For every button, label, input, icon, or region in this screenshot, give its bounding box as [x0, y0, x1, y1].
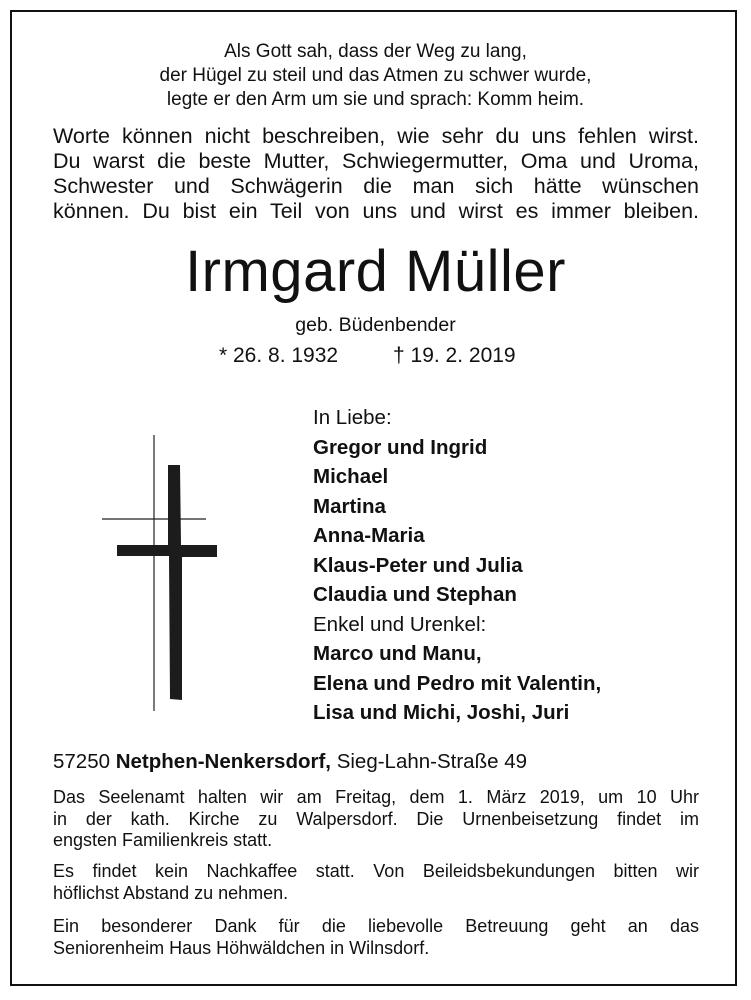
poem — [0, 40, 751, 112]
death-date: † 19. 2. 2019 — [393, 344, 516, 367]
notice-line: Seniorenheim Haus Höhwäldchen in Wilnsdorf. — [53, 937, 430, 958]
funeral-notice — [53, 787, 699, 852]
mourner-name: Martina — [313, 494, 386, 518]
mourner-name: Michael — [313, 465, 389, 488]
grandchildren-heading: Enkel und Urenkel: — [313, 612, 487, 636]
poem-line: der Hügel zu steil und das Atmen zu schwer wurde, — [159, 65, 592, 86]
mourners-list — [313, 403, 601, 728]
intro-text — [53, 124, 699, 224]
notice-line: in der kath. Kirche zu Walpersdorf. Die Urnenbeisetzung findet im — [53, 808, 699, 829]
birth-date: * 26. 8. 1932 — [219, 344, 339, 367]
poem-line: Als Gott sah, dass der Weg zu lang, — [224, 41, 527, 62]
mourners-heading: In Liebe: — [313, 406, 392, 429]
address-street: Sieg-Lahn-Straße 49 — [336, 750, 528, 773]
thanks-notice — [53, 916, 699, 959]
grandchild-name: Lisa und Michi, Joshi, Juri — [313, 701, 570, 724]
grandchild-name: Elena und Pedro mit Valentin, — [313, 671, 602, 695]
mourner-name: Klaus-Peter und Julia — [313, 553, 523, 577]
condolence-notice — [53, 861, 699, 904]
intro-line: Du warst die beste Mutter, Schwiegermutter, Oma und Uroma, — [53, 149, 699, 173]
cross-icon — [100, 435, 220, 715]
intro-line: können. Du bist ein Teil von uns und wirst es immer bleiben. — [53, 199, 699, 223]
mourner-name: Claudia und Stephan — [313, 583, 517, 606]
birth-name: geb. Büdenbender — [295, 314, 456, 336]
address — [53, 750, 527, 774]
poem-line: legte er den Arm um sie und sprach: Komm heim. — [166, 89, 585, 110]
notice-line: Ein besonderer Dank für die liebevolle Betreuung geht an das — [53, 916, 699, 936]
notice-line: Es findet kein Nachkaffee statt. Von Beileidsbekundungen bitten wir — [53, 861, 699, 881]
address-zip: 57250 — [53, 750, 111, 773]
mourner-name: Anna-Maria — [313, 524, 425, 547]
deceased-name: Irmgard Müller — [185, 239, 566, 304]
notice-line: Das Seelenamt halten wir am Freitag, dem 1. März 2019, um 10 Uhr — [53, 787, 699, 807]
mourner-name: Gregor und Ingrid — [313, 435, 488, 459]
grandchild-name: Marco und Manu, — [313, 642, 482, 665]
intro-line: Schwester und Schwägerin die man sich hätte wünschen — [53, 174, 699, 198]
notice-line: engsten Familienkreis statt. — [53, 830, 273, 850]
address-town: Netphen-Nenkersdorf, — [115, 750, 331, 773]
intro-line: Worte können nicht beschreiben, wie sehr du uns fehlen wirst. — [53, 124, 699, 148]
notice-line: höflichst Abstand zu nehmen. — [53, 882, 289, 903]
